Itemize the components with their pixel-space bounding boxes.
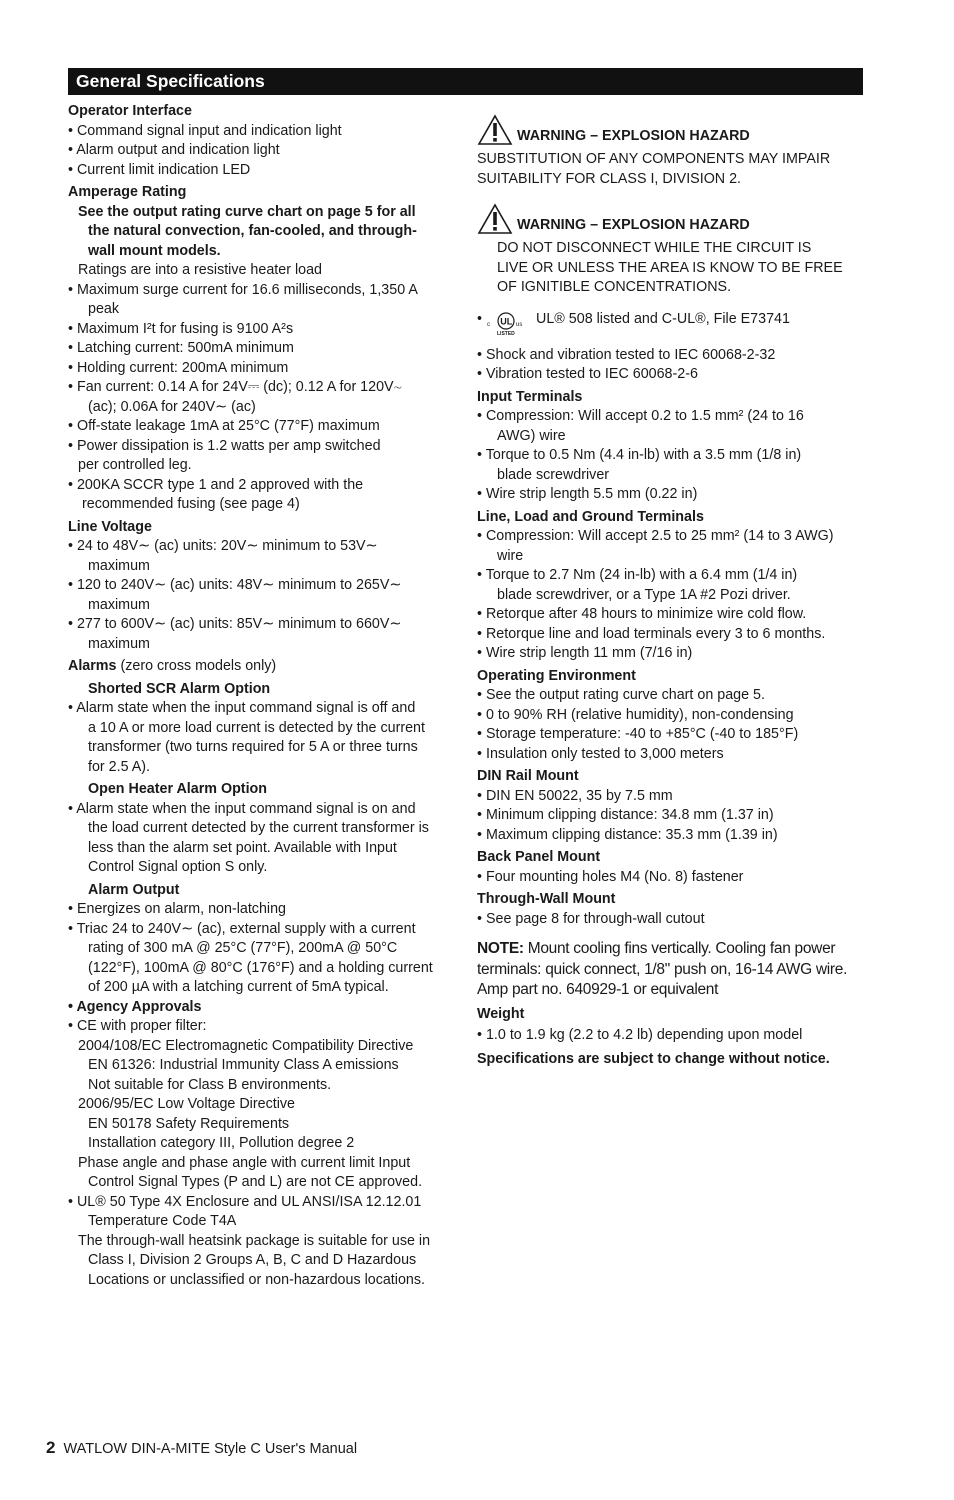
line-load-heading: Line, Load and Ground Terminals xyxy=(477,508,704,525)
warning-text: LIVE OR UNLESS THE AREA IS KNOW TO BE FREE xyxy=(497,259,843,276)
directive-line: Not suitable for Class B environments. xyxy=(88,1076,332,1093)
list-item: • Maximum surge current for 16.6 milliseconds, 1,350 A xyxy=(68,281,418,298)
warning-heading xyxy=(477,112,867,146)
list-item: • 120 to 240V∼ (ac) units: 48V∼ minimum to 265V∼ xyxy=(68,577,402,593)
din-rail-heading: DIN Rail Mount xyxy=(477,768,579,784)
list-item: • 200KA SCCR type 1 and 2 approved with the xyxy=(68,476,364,493)
list-item-cont: Control Signal option S only. xyxy=(88,859,268,875)
list-item: • Alarm output and indication light xyxy=(68,142,280,158)
list-item-cont: peak xyxy=(88,301,120,317)
list-item: • Insulation only tested to 3,000 meters xyxy=(477,745,724,762)
directive-line: 2006/95/EC Low Voltage Directive xyxy=(78,1096,295,1112)
list-item: • Latching current: 500mA minimum xyxy=(68,340,294,356)
list-item: • 1.0 to 1.9 kg (2.2 to 4.2 lb) depending upon model xyxy=(477,1027,803,1043)
note-label: NOTE: xyxy=(477,940,524,957)
warning-text: SUBSTITUTION OF ANY COMPONENTS MAY IMPAIR xyxy=(477,151,831,167)
directive-line: Installation category III, Pollution degree 2 xyxy=(88,1135,355,1151)
shorted-scr-heading: Shorted SCR Alarm Option xyxy=(88,680,271,697)
list-item-cont: wire xyxy=(497,547,524,564)
list-item: • Wire strip length 11 mm (7/16 in) xyxy=(477,645,693,661)
list-item: • Holding current: 200mA minimum xyxy=(68,359,289,376)
list-item: • CE with proper filter: xyxy=(68,1018,207,1034)
list-item: • DIN EN 50022, 35 by 7.5 mm xyxy=(477,787,673,804)
list-item: • Shock and vibration tested to IEC 60068-2-32 xyxy=(477,346,776,363)
note-text: Amp part no. 640929-1 or equivalent xyxy=(477,981,719,998)
list-item-cont: recommended fusing (see page 4) xyxy=(82,496,300,512)
warning-triangle-icon xyxy=(477,203,513,235)
list-item-cont: a 10 A or more load current is detected by the current xyxy=(88,719,425,736)
list-item-cont: (122°F), 100mA @ 80°C (176°F) and a holding current xyxy=(88,959,433,976)
list-item: • Four mounting holes M4 (No. 8) fastener xyxy=(477,868,744,885)
list-item: • Retorque line and load terminals every 3 to 6 months. xyxy=(477,625,826,642)
ratings-note: Ratings are into a resistive heater load xyxy=(78,262,322,278)
through-wall-heading: Through-Wall Mount xyxy=(477,891,616,907)
throughwall-line: Class I, Division 2 Groups A, B, C and D Hazardous xyxy=(88,1252,417,1268)
list-item-cont: maximum xyxy=(88,596,150,613)
directive-line: EN 61326: Industrial Immunity Class A emissions xyxy=(88,1057,399,1073)
amperage-heading: Amperage Rating xyxy=(68,184,187,200)
alarms-heading-line xyxy=(68,657,458,677)
list-item-cont: for 2.5 A). xyxy=(88,758,150,775)
list-item: • Triac 24 to 240V∼ (ac), external supply with a current xyxy=(68,920,416,937)
list-item-cont: Temperature Code T4A xyxy=(88,1213,237,1229)
warning-heading xyxy=(477,201,867,235)
weight-heading: Weight xyxy=(477,1005,525,1022)
line-voltage-heading: Line Voltage xyxy=(68,518,152,535)
warning-title: WARNING – EXPLOSION HAZARD xyxy=(517,127,750,144)
ul-listing-line: • c UL us LISTED UL® 508 listed and C-UL®, File E73741 xyxy=(477,310,790,336)
list-item-cont: blade screwdriver, or a Type 1A #2 Pozi driver. xyxy=(497,586,791,603)
amperage-bold-note-line: the natural convection, fan-cooled, and through- xyxy=(88,223,417,239)
list-item: • Retorque after 48 hours to minimize wire cold flow. xyxy=(477,606,807,622)
list-item-cont: (ac); 0.06A for 240V∼ (ac) xyxy=(88,398,256,415)
list-item-cont: less than the alarm set point. Available with Input xyxy=(88,839,397,856)
input-terminals-heading: Input Terminals xyxy=(477,388,583,405)
list-item: • Minimum clipping distance: 34.8 mm (1.37 in) xyxy=(477,807,774,823)
list-item: • Alarm state when the input command signal is on and xyxy=(68,800,416,817)
ul-logo-listed: LISTED xyxy=(497,330,515,336)
section-title: General Specifications xyxy=(68,68,863,95)
list-item: • Compression: Will accept 2.5 to 25 mm² (14 to 3 AWG) xyxy=(477,528,834,544)
list-item: • See the output rating curve chart on page 5. xyxy=(477,687,765,703)
list-item-cont: maximum xyxy=(88,557,150,574)
directive-line: Phase angle and phase angle with current limit Input xyxy=(78,1154,411,1171)
amperage-bold-note-line: See the output rating curve chart on page 5 for all xyxy=(78,203,416,220)
list-item: • Vibration tested to IEC 60068-2-6 xyxy=(477,366,698,382)
throughwall-line: The through-wall heatsink package is suitable for use in xyxy=(78,1232,431,1249)
warning-text: SUITABILITY FOR CLASS I, DIVISION 2. xyxy=(477,170,742,187)
list-item: • Torque to 0.5 Nm (4.4 in-lb) with a 3.5 mm (1/8 in) xyxy=(477,447,802,463)
list-item: • 0 to 90% RH (relative humidity), non-condensing xyxy=(477,706,794,723)
directive-line: 2004/108/EC Electromagnetic Compatibility Directive xyxy=(78,1037,414,1054)
ul508-text: UL® 508 listed and C-UL®, File E73741 xyxy=(536,310,790,327)
list-item: • Energizes on alarm, non-latching xyxy=(68,901,286,917)
list-item: • 24 to 48V∼ (ac) units: 20V∼ minimum to 53V∼ xyxy=(68,538,378,554)
directive-line: EN 50178 Safety Requirements xyxy=(88,1115,290,1132)
footer-title: WATLOW DIN-A-MITE Style C User's Manual xyxy=(63,1441,358,1457)
alarms-heading: Alarms xyxy=(68,658,117,674)
list-item-cont: blade screwdriver xyxy=(497,466,610,483)
throughwall-line: Locations or unclassified or non-hazardous locations. xyxy=(88,1271,425,1288)
disclaimer: Specifications are subject to change without notice. xyxy=(477,1050,830,1067)
note-text: Mount cooling fins vertically. Cooling fan power xyxy=(523,940,836,957)
list-item: • Compression: Will accept 0.2 to 1.5 mm² (24 to 16 xyxy=(477,408,804,424)
left-column xyxy=(68,102,458,1290)
operating-env-heading: Operating Environment xyxy=(477,667,636,684)
warning-triangle-icon xyxy=(477,114,513,146)
warning-text: OF IGNITIBLE CONCENTRATIONS. xyxy=(497,279,732,295)
list-item: • Command signal input and indication light xyxy=(68,122,342,139)
list-item: • 277 to 600V∼ (ac) units: 85V∼ minimum to 660V∼ xyxy=(68,616,402,632)
list-item-cont: transformer (two turns required for 5 A or three turns xyxy=(88,739,418,755)
page-number: 2 xyxy=(46,1438,56,1457)
list-item: • See page 8 for through-wall cutout xyxy=(477,910,705,927)
ul-logo-ul: UL xyxy=(500,316,513,326)
note-text: terminals: quick connect, 1/8" push on, 16-14 AWG wire. xyxy=(477,960,848,978)
list-item: • Maximum clipping distance: 35.3 mm (1.39 in) xyxy=(477,826,778,843)
list-item: • Current limit indication LED xyxy=(68,161,251,178)
note-block xyxy=(477,939,867,1001)
list-item-cont: the load current detected by the current transformer is xyxy=(88,820,429,836)
ul-listed-logo xyxy=(486,310,530,336)
alarm-output-heading: Alarm Output xyxy=(88,881,180,898)
list-item: • Storage temperature: -40 to +85°C (-40 to 185°F) xyxy=(477,726,799,742)
directive-line: Control Signal Types (P and L) are not CE approved. xyxy=(88,1174,423,1190)
warning-title: WARNING – EXPLOSION HAZARD xyxy=(517,216,750,233)
alarms-heading-suffix: (zero cross models only) xyxy=(116,658,277,674)
list-item: • Power dissipation is 1.2 watts per amp switched xyxy=(68,437,381,454)
warning-text: DO NOT DISCONNECT WHILE THE CIRCUIT IS xyxy=(497,240,812,256)
list-item-cont: per controlled leg. xyxy=(78,457,192,473)
agency-approvals-heading: • Agency Approvals xyxy=(68,998,202,1015)
list-item: • Wire strip length 5.5 mm (0.22 in) xyxy=(477,486,698,502)
list-item-cont: maximum xyxy=(88,635,150,652)
right-column xyxy=(477,102,867,1069)
list-item: • UL® 50 Type 4X Enclosure and UL ANSI/ISA 12.12.01 xyxy=(68,1193,422,1210)
list-item: • Torque to 2.7 Nm (24 in-lb) with a 6.4 mm (1/4 in) xyxy=(477,567,798,583)
ul-logo-c: c xyxy=(487,321,491,328)
list-item: • Maximum I²t for fusing is 9100 A²s xyxy=(68,320,294,337)
operator-interface-heading: Operator Interface xyxy=(68,103,192,119)
open-heater-heading: Open Heater Alarm Option xyxy=(88,781,268,797)
list-item: • Alarm state when the input command signal is off and xyxy=(68,700,416,716)
page-footer xyxy=(46,1438,357,1460)
list-item-cont: of 200 µA with a latching current of 5mA typical. xyxy=(88,979,389,995)
list-item: • Fan current: 0.14 A for 24V⎓ (dc); 0.12 A for 120V∼ xyxy=(68,379,402,395)
amperage-bold-note-line: wall mount models. xyxy=(88,242,221,259)
list-item-cont: AWG) wire xyxy=(497,427,566,444)
back-panel-heading: Back Panel Mount xyxy=(477,849,601,865)
list-item-cont: rating of 300 mA @ 25°C (77°F), 200mA @ 50°C xyxy=(88,940,398,956)
list-item: • Off-state leakage 1mA at 25°C (77°F) maximum xyxy=(68,418,380,434)
ul-logo-us: us xyxy=(516,321,523,328)
